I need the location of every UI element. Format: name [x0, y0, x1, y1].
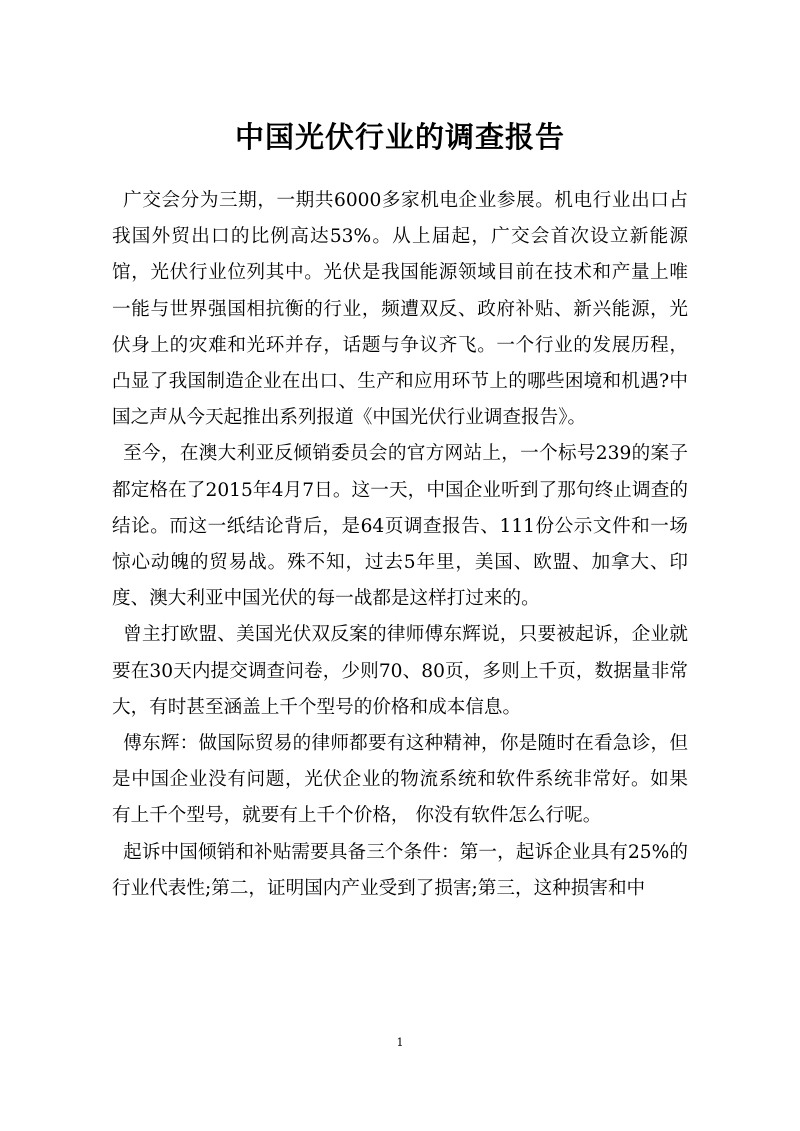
page-number: 1 — [396, 1036, 404, 1049]
paragraph-3: 曾主打欧盟、美国光伏双反案的律师傅东辉说，只要被起诉，企业就要在30天内提交调查问卷，少则70、80页，多则上千页，数据量非常大，有时甚至涵盖上千个型号的价格和成本信息。 — [112, 624, 688, 718]
paragraph-1: 广交会分为三期，一期共6000多家机电企业参展。机电行业出口占我国外贸出口的比例高达53%。从上届起，广交会首次设立新能源馆，光伏行业位列其中。光伏是我国能源领域目前在技术和产量上唯一能与世界强国相抗衡的行业，频遭双反、政府补贴、新兴能源，光伏身上的灾难和光环并存，话题与争议齐飞。一个行业的发展历程，凸显了我国制造企业在出口、生产和应用环节上的哪些困境和机遇?中国之声从今天起推出系列报道《中国光伏行业调查报告》。 — [112, 190, 688, 429]
document-title: 中国光伏行业的调查报告 — [234, 120, 565, 155]
document-body — [112, 183, 688, 907]
paragraph-5: 起诉中国倾销和补贴需要具备三个条件：第一，起诉企业具有25%的行业代表性;第二，证明国内产业受到了损害;第三，这种损害和中 — [112, 841, 688, 899]
paragraph-2: 至今，在澳大利亚反倾销委员会的官方网站上，一个标号239的案子都定格在了2015年4月7日。这一天，中国企业听到了那句终止调查的结论。而这一纸结论背后，是64页调查报告、111份公示文件和一场惊心动魄的贸易战。殊不知，过去5年里，美国、欧盟、加拿大、印度、澳大利亚中国光伏的每一战都是这样打过来的。 — [112, 443, 688, 610]
paragraph-4: 傅东辉：做国际贸易的律师都要有这种精神，你是随时在看急诊，但是中国企业没有问题，光伏企业的物流系统和软件系统非常好。如果有上千个型号，就要有上千个价格， 你没有软件怎么行呢。 — [112, 733, 688, 827]
